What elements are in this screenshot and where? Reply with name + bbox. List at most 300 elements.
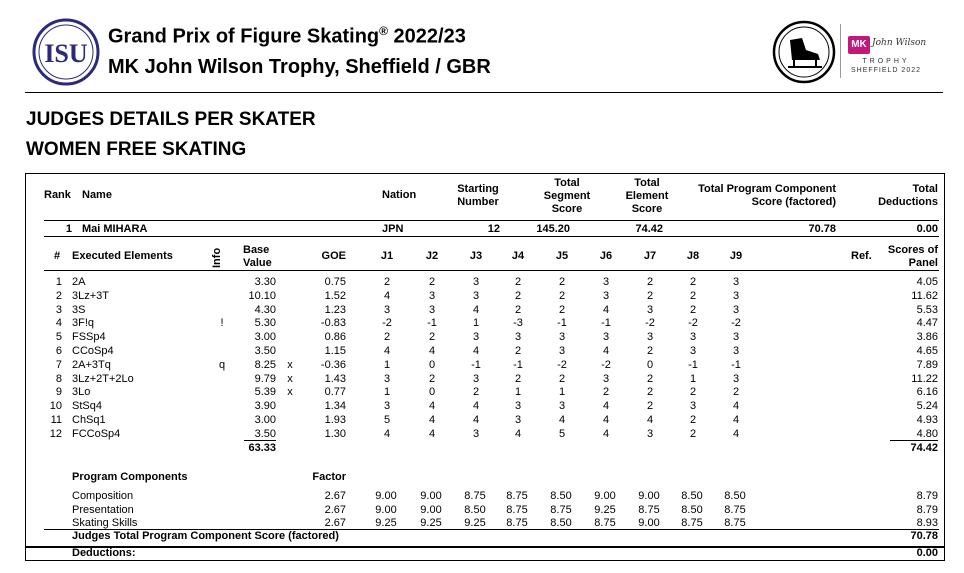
element-goe: 1.15: [324, 345, 346, 357]
pc-label: Program Components: [72, 471, 188, 483]
element-code: ChSq1: [72, 414, 106, 426]
pcs-total: 70.78: [910, 530, 938, 542]
pc-judge-score-2: 9.00: [420, 490, 442, 502]
element-bonus-marker: x: [287, 372, 293, 385]
col-tes-line2: Element: [625, 190, 669, 202]
col-tss-line1: Total: [554, 177, 580, 189]
element-code: 3Lo: [72, 386, 91, 399]
pc-judge-score-9: 8.75: [724, 517, 746, 529]
element-judge-score-2: 4: [428, 427, 436, 440]
col-name-header: Name: [82, 189, 112, 201]
report-title: JUDGES DETAILS PER SKATER: [26, 109, 316, 130]
trophy-script: John Wilson: [872, 38, 927, 48]
judge-header-8: J8: [686, 250, 700, 262]
element-info: q: [218, 358, 226, 371]
element-judge-score-5: -2: [557, 358, 567, 371]
event-title: [108, 24, 466, 49]
pc-judge-score-4: 8.75: [506, 490, 528, 502]
element-goe: 1.34: [324, 400, 346, 413]
pc-judge-score-8: 8.50: [681, 503, 703, 516]
pc-judge-score-7: 8.75: [638, 503, 660, 516]
col-tss-line3: Score: [551, 203, 583, 215]
element-judge-score-6: 3: [602, 331, 610, 344]
pc-row: [0, 489, 964, 503]
element-judge-score-2: 4: [428, 400, 436, 413]
element-panel-score: 4.47: [916, 317, 938, 330]
element-judge-score-9: 4: [732, 414, 740, 426]
element-row: [0, 344, 964, 358]
element-row: [0, 427, 964, 441]
judge-header-5: J5: [555, 250, 569, 262]
element-judge-score-9: -2: [731, 317, 741, 330]
element-goe: 1.52: [324, 289, 346, 302]
element-goe: -0.36: [320, 358, 346, 371]
judge-header-4: J4: [511, 250, 525, 262]
summary-rule: [44, 220, 939, 221]
pc-judge-score-9: 8.50: [724, 490, 746, 502]
pc-judge-score-8: 8.50: [681, 490, 703, 502]
col-tss-line2: Segment: [543, 190, 591, 202]
pcs-total-row: [0, 529, 964, 543]
element-goe: 0.75: [324, 276, 346, 288]
element-judge-score-8: 2: [689, 386, 697, 399]
element-judge-score-4: 4: [514, 427, 522, 440]
element-judge-score-8: 3: [689, 345, 697, 357]
element-judge-score-8: -1: [688, 358, 698, 371]
pc-judge-score-1: 9.00: [375, 490, 397, 502]
element-panel-score: 4.80: [916, 427, 938, 440]
pc-judge-score-7: 9.00: [638, 517, 660, 529]
element-code: 3S: [72, 303, 86, 316]
element-row: [0, 358, 964, 372]
element-judge-score-2: 4: [428, 345, 436, 357]
col-pcs-line1: Total Program Component: [698, 183, 836, 195]
panel-total: 74.42: [910, 442, 938, 454]
element-judge-score-9: 3: [732, 276, 740, 288]
element-judge-score-8: 2: [689, 427, 697, 440]
skater-start-no: 12: [487, 223, 500, 235]
element-judge-score-4: 3: [514, 414, 522, 426]
element-judge-score-4: 2: [514, 289, 522, 302]
element-code: 3F!q: [72, 317, 95, 330]
element-judge-score-9: 3: [732, 289, 740, 302]
element-judge-score-3: 2: [472, 386, 480, 399]
pc-judge-score-1: 9.00: [375, 503, 397, 516]
element-judge-score-3: 4: [472, 345, 480, 357]
element-base-value: 3.00: [254, 331, 276, 344]
element-judge-score-1: 4: [383, 427, 391, 440]
element-judge-score-5: 1: [558, 386, 566, 399]
element-panel-score: 5.24: [916, 400, 938, 413]
element-judge-score-8: 3: [689, 400, 697, 413]
element-code: 3Lz+2T+2Lo: [72, 372, 134, 385]
pc-factor: 2.67: [324, 503, 346, 516]
element-judge-score-2: 0: [428, 358, 436, 371]
element-row: [0, 372, 964, 386]
col-info-header: Info: [211, 247, 223, 268]
skater-name: Mai MIHARA: [82, 223, 148, 235]
pc-judge-score-7: 9.00: [638, 490, 660, 502]
element-judge-score-9: -1: [731, 358, 741, 371]
element-judge-score-1: 4: [383, 345, 391, 357]
element-goe: 1.43: [324, 372, 346, 385]
element-header-rule: [44, 270, 939, 271]
judge-header-6: J6: [599, 250, 613, 262]
skater-pcs: 70.78: [808, 223, 836, 235]
pc-judge-score-9: 8.75: [724, 503, 746, 516]
element-judge-score-6: 2: [602, 386, 610, 399]
element-number: 4: [55, 317, 62, 330]
element-number: 1: [55, 276, 62, 288]
element-code: 2A+3Tq: [72, 358, 111, 371]
element-number: 5: [55, 331, 62, 344]
element-panel-score: 4.05: [916, 276, 938, 288]
element-judge-score-9: 2: [732, 386, 740, 399]
element-judge-score-2: 2: [428, 372, 436, 385]
element-judge-score-4: -3: [513, 317, 523, 330]
element-base-value: 3.00: [254, 414, 276, 426]
element-base-value: 4.30: [254, 303, 276, 316]
element-base-value: 3.90: [254, 400, 276, 413]
element-number: 2: [55, 289, 62, 302]
pc-judge-score-2: 9.25: [420, 517, 442, 529]
element-judge-score-6: 3: [602, 372, 610, 385]
pc-judge-score-5: 8.50: [550, 490, 572, 502]
element-judge-score-7: 2: [646, 400, 654, 413]
header-divider: [840, 24, 841, 78]
element-judge-score-9: 4: [732, 427, 740, 440]
col-tss-header: [532, 177, 602, 216]
deductions-total: 0.00: [916, 547, 938, 559]
element-judge-score-2: 0: [428, 386, 436, 399]
pc-name: Composition: [72, 490, 134, 502]
element-judge-score-4: 2: [514, 345, 522, 357]
skater-ded: 0.00: [916, 223, 938, 235]
col-base-line1: Base: [243, 244, 270, 256]
element-base-value: 10.10: [248, 289, 276, 302]
element-row: [0, 330, 964, 344]
col-num-header: #: [54, 250, 61, 262]
pc-judge-score-3: 9.25: [464, 517, 486, 529]
element-judge-score-2: -1: [427, 317, 437, 330]
event-title-prefix: Grand Prix of Figure Skating: [108, 25, 380, 48]
pc-judge-score-1: 9.25: [375, 517, 397, 529]
pc-judge-score-6: 9.25: [594, 503, 616, 516]
element-judge-score-7: 3: [646, 427, 654, 440]
skater-rule: [44, 236, 939, 237]
element-judge-score-4: 2: [514, 372, 522, 385]
competition-name: MK John Wilson Trophy, Sheffield / GBR: [108, 56, 491, 78]
element-number: 8: [55, 372, 62, 385]
col-start-line1: Starting: [457, 183, 499, 195]
element-number: 6: [55, 345, 62, 357]
element-judge-score-8: 1: [689, 372, 697, 385]
element-number: 9: [55, 386, 62, 399]
element-judge-score-6: 3: [602, 276, 610, 288]
col-panel-line2: Panel: [908, 257, 938, 269]
element-code: FSSp4: [72, 331, 106, 344]
element-judge-score-6: 3: [602, 289, 610, 302]
col-tes-line1: Total: [634, 177, 660, 189]
pc-judge-score-5: 8.75: [550, 503, 572, 516]
pc-factor: 2.67: [324, 517, 346, 529]
judge-header-1: J1: [380, 250, 394, 262]
element-judge-score-8: 2: [689, 289, 697, 302]
element-judge-score-3: 1: [472, 317, 480, 330]
element-base-value: 8.25: [254, 358, 276, 371]
judge-header-7: J7: [643, 250, 657, 262]
skate-emblem-icon: [772, 20, 836, 84]
element-bonus-marker: x: [287, 358, 293, 371]
element-judge-score-1: -2: [382, 317, 392, 330]
header-rule: [25, 92, 943, 93]
element-number: 10: [49, 400, 62, 413]
col-pcs-line2: Score (factored): [751, 196, 836, 208]
element-bonus-marker: x: [287, 386, 293, 399]
pcs-total-label: Judges Total Program Component Score (factored): [72, 530, 339, 542]
element-judge-score-6: 4: [602, 427, 610, 440]
element-panel-score: 11.22: [911, 372, 938, 385]
element-judge-score-4: 2: [514, 276, 522, 288]
judge-header-9: J9: [729, 250, 743, 262]
element-judge-score-3: 4: [472, 303, 480, 316]
col-base-line2: Value: [243, 257, 272, 269]
element-judge-score-8: 2: [689, 303, 697, 316]
pc-factor: 2.67: [324, 490, 346, 502]
element-judge-score-6: 4: [602, 345, 610, 357]
element-judge-score-2: 3: [428, 289, 436, 302]
judge-header-3: J3: [469, 250, 483, 262]
element-base-value: 3.30: [254, 276, 276, 288]
col-panel-line1: Scores of: [887, 244, 938, 256]
registered-mark: ®: [379, 24, 388, 38]
element-judge-score-3: 4: [472, 414, 480, 426]
event-title-suffix: 2022/23: [388, 25, 466, 48]
element-row: [0, 413, 964, 427]
col-start-header: [448, 183, 508, 209]
element-row: [0, 289, 964, 303]
col-tes-line3: Score: [631, 203, 663, 215]
base-value-total: 63.33: [248, 442, 276, 454]
element-totals-row: [0, 441, 964, 455]
element-judge-score-5: 2: [558, 303, 566, 316]
element-judge-score-3: 4: [472, 400, 480, 413]
deductions-row: [0, 546, 964, 560]
trophy-logo: [846, 34, 926, 80]
element-judge-score-5: 5: [558, 427, 566, 440]
element-judge-score-8: -2: [688, 317, 698, 330]
element-judge-score-1: 1: [383, 358, 391, 371]
element-panel-score: 3.86: [916, 331, 938, 344]
pc-factor-label: Factor: [312, 471, 346, 483]
element-judge-score-5: 3: [558, 400, 566, 413]
element-panel-score: 5.53: [916, 303, 938, 316]
pc-name: Presentation: [72, 503, 134, 516]
element-judge-score-3: 3: [472, 331, 480, 344]
element-judge-score-9: 3: [732, 345, 740, 357]
mk-badge: MK: [848, 36, 870, 54]
element-judge-score-7: 3: [646, 331, 654, 344]
pc-judge-score-4: 8.75: [506, 517, 528, 529]
pc-judge-score-2: 9.00: [420, 503, 442, 516]
element-judge-score-4: -1: [513, 358, 523, 371]
element-judge-score-7: 3: [646, 303, 654, 316]
element-code: 2A: [72, 276, 86, 288]
element-judge-score-1: 3: [383, 400, 391, 413]
segment-title: WOMEN FREE SKATING: [26, 139, 247, 160]
element-judge-score-7: 2: [646, 386, 654, 399]
element-judge-score-2: 2: [428, 331, 436, 344]
pc-panel-score: 8.79: [916, 503, 938, 516]
element-judge-score-6: -1: [601, 317, 611, 330]
skater-tes: 74.42: [635, 223, 663, 235]
element-base-value: 5.30: [254, 317, 276, 330]
element-judge-score-4: 3: [514, 400, 522, 413]
element-goe: 1.30: [324, 427, 346, 440]
element-judge-score-7: 2: [646, 345, 654, 357]
element-base-value: 3.50: [254, 427, 276, 440]
element-judge-score-3: 3: [472, 372, 480, 385]
isu-logo-text: ISU: [44, 39, 88, 68]
pc-name: Skating Skills: [72, 517, 138, 529]
element-number: 7: [55, 358, 62, 371]
element-judge-score-2: 2: [428, 276, 436, 288]
element-judge-score-5: 3: [558, 345, 566, 357]
element-judge-score-2: 3: [428, 303, 436, 316]
col-pcs-header: [660, 183, 836, 209]
element-goe: 0.77: [324, 386, 346, 399]
element-number: 11: [50, 414, 62, 426]
element-code: FCCoSp4: [72, 427, 121, 440]
element-judge-score-9: 3: [732, 331, 740, 344]
pc-judge-score-6: 8.75: [594, 517, 616, 529]
element-judge-score-9: 3: [732, 303, 740, 316]
element-judge-score-9: 3: [732, 372, 740, 385]
element-row: [0, 385, 964, 399]
element-code: CCoSp4: [72, 345, 114, 357]
element-goe: 0.86: [324, 331, 346, 344]
pc-judge-score-5: 8.50: [550, 517, 572, 529]
element-judge-score-1: 3: [383, 372, 391, 385]
element-base-value: 9.79: [254, 372, 276, 385]
element-judge-score-7: 2: [646, 289, 654, 302]
element-judge-score-4: 2: [514, 303, 522, 316]
element-judge-score-1: 4: [383, 289, 391, 302]
col-elements-header: Executed Elements: [72, 250, 173, 262]
element-panel-score: 6.16: [916, 386, 938, 399]
element-judge-score-1: 2: [383, 276, 391, 288]
element-row: [0, 303, 964, 317]
element-number: 3: [55, 303, 62, 316]
element-info: !: [220, 317, 224, 330]
element-goe: 1.93: [324, 414, 346, 426]
element-code: 3Lz+3T: [72, 289, 109, 302]
element-judge-score-5: 2: [558, 289, 566, 302]
element-panel-score: 4.93: [916, 414, 938, 426]
element-judge-score-1: 3: [383, 303, 391, 316]
skater-nation: JPN: [382, 223, 404, 235]
col-rank-header: Rank: [44, 189, 71, 201]
element-base-value: 3.50: [254, 345, 276, 357]
col-ref-header: Ref.: [851, 250, 872, 262]
isu-logo: [32, 18, 100, 86]
pc-judge-score-8: 8.75: [681, 517, 703, 529]
deductions-label: Deductions:: [72, 547, 136, 559]
pc-judge-score-3: 8.75: [464, 490, 486, 502]
element-panel-score: 4.65: [916, 345, 938, 357]
element-judge-score-5: -1: [557, 317, 567, 330]
element-judge-score-4: 1: [514, 386, 522, 399]
pc-row: [0, 516, 964, 530]
element-judge-score-1: 2: [383, 331, 391, 344]
element-judge-score-2: 4: [428, 414, 436, 426]
element-goe: -0.83: [320, 317, 346, 330]
element-judge-score-6: 4: [602, 303, 610, 316]
skater-summary-row: [0, 222, 964, 236]
element-judge-score-5: 2: [558, 276, 566, 288]
element-judge-score-5: 2: [558, 372, 566, 385]
col-ded-line2: Deductions: [878, 196, 938, 208]
element-judge-score-8: 3: [689, 331, 697, 344]
element-judge-score-6: -2: [601, 358, 611, 371]
element-judge-score-7: 2: [646, 372, 654, 385]
element-number: 12: [49, 427, 62, 440]
pc-judge-score-6: 9.00: [594, 490, 616, 502]
element-judge-score-3: -1: [471, 358, 481, 371]
element-judge-score-7: 0: [646, 358, 654, 371]
element-judge-score-3: 3: [472, 289, 480, 302]
col-panel-header: [868, 244, 938, 270]
pc-panel-score: 8.93: [916, 517, 938, 529]
element-judge-score-3: 3: [472, 427, 480, 440]
judge-header-2: J2: [425, 250, 439, 262]
pc-judge-score-3: 8.50: [464, 503, 486, 516]
program-components-header: [0, 470, 964, 484]
col-ded-header: [858, 183, 938, 209]
col-start-line2: Number: [457, 196, 499, 208]
col-nation-header: Nation: [382, 189, 417, 201]
trophy-word: TROPHY: [862, 58, 910, 65]
element-judge-score-7: -2: [645, 317, 655, 330]
element-judge-score-1: 5: [383, 414, 391, 426]
element-judge-score-5: 3: [558, 331, 566, 344]
col-ded-line1: Total: [912, 183, 938, 195]
element-judge-score-5: 4: [558, 414, 566, 426]
pc-judge-score-4: 8.75: [506, 503, 528, 516]
trophy-city: SHEFFIELD 2022: [850, 67, 922, 74]
element-judge-score-8: 2: [689, 276, 697, 288]
element-judge-score-7: 2: [646, 276, 654, 288]
element-row: [0, 275, 964, 289]
element-code: StSq4: [72, 400, 102, 413]
element-goe: 1.23: [324, 303, 346, 316]
skater-tss: 145.20: [536, 223, 570, 235]
col-goe-header: GOE: [321, 250, 346, 262]
element-panel-score: 7.89: [916, 358, 938, 371]
element-judge-score-3: 3: [472, 276, 480, 288]
element-judge-score-1: 1: [383, 386, 391, 399]
element-row: [0, 316, 964, 330]
element-judge-score-7: 4: [646, 414, 654, 426]
element-judge-score-6: 4: [602, 400, 610, 413]
pc-row: [0, 503, 964, 517]
skater-rank: 1: [65, 223, 72, 235]
pc-panel-score: 8.79: [916, 490, 938, 502]
element-judge-score-8: 2: [689, 414, 697, 426]
element-judge-score-9: 4: [732, 400, 740, 413]
element-row: [0, 399, 964, 413]
element-base-value: 5.39: [254, 386, 276, 399]
